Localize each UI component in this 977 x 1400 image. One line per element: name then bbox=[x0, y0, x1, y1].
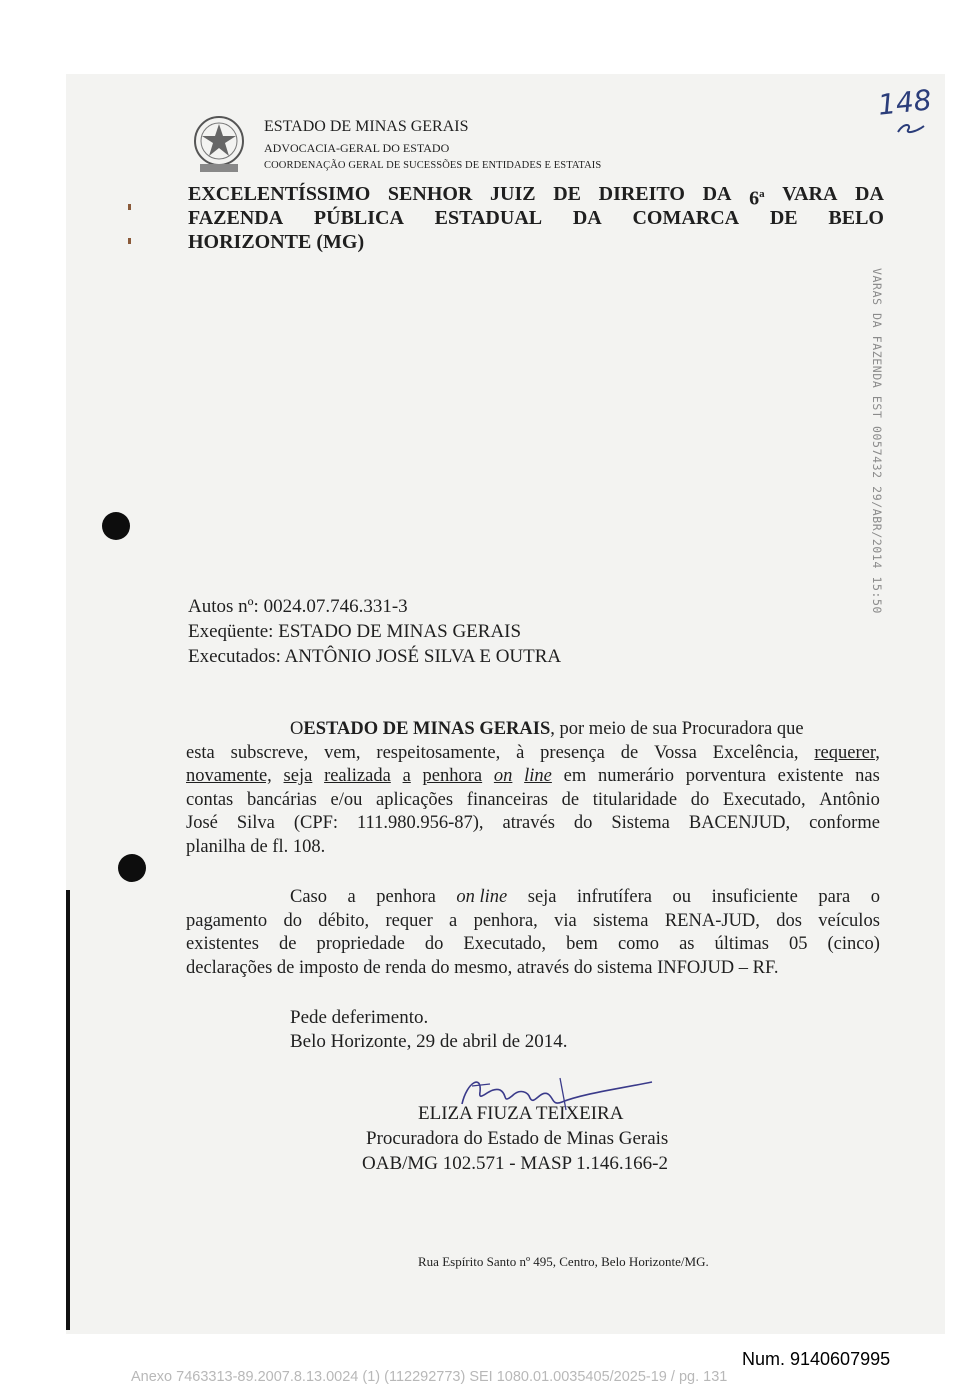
signatory-registration: OAB/MG 102.571 - MASP 1.146.166-2 bbox=[362, 1153, 668, 1174]
letterhead-state: ESTADO DE MINAS GERAIS bbox=[264, 118, 469, 135]
paragraph-alternative-request: Caso a penhora on line seja infrutífera ou insuficiente para o pagamento do débito, requer a penhora, via sistema RENA-JUD, dos veículos existentes de propriedade do Executado, bem como as últimas 05 (cinco) declarações de imposto de renda do mesmo, através do sistema INFOJUD – RF. bbox=[186, 887, 880, 978]
paragraph-request: O ESTADO DE MINAS GERAIS , por meio de sua Procuradora que esta subscreve, vem, respeitosamente, à presença de Vossa Excelência, requerer, novamente, seja realizada a penhora on line em numerário porventura existente nas contas bancárias e/ou aplicações financeiras de titularidade do Executado, Antônio José Silva (CPF: 111.980.956-87), através do Sistema BACENJUD, conforme planilha de fl. 108. bbox=[186, 719, 880, 857]
folio-initial-mark bbox=[894, 120, 928, 136]
signatory-name: ELIZA FIUZA TEIXEIRA bbox=[418, 1103, 624, 1124]
letterhead-department: COORDENAÇÃO GERAL DE SUCESSÕES DE ENTIDADES E ESTATAIS bbox=[264, 160, 602, 171]
case-plaintiff: Exeqüente: ESTADO DE MINAS GERAIS bbox=[188, 621, 522, 642]
case-defendants: Executados: ANTÔNIO JOSÉ SILVA E OUTRA bbox=[188, 646, 562, 667]
closing-request: Pede deferimento. bbox=[290, 1007, 429, 1028]
footer-address: Rua Espírito Santo nº 495, Centro, Belo Horizonte/MG. bbox=[418, 1254, 709, 1269]
annex-reference: Anexo 7463313-89.2007.8.13.0024 (1) (112292773) SEI 1080.01.0035405/2025-19 / pg. 131 bbox=[131, 1369, 728, 1385]
state-coat-of-arms bbox=[190, 114, 248, 176]
punch-hole-bottom bbox=[118, 854, 146, 882]
case-number: Autos nº: 0024.07.746.331-3 bbox=[188, 596, 408, 617]
signatory-role: Procuradora do Estado de Minas Gerais bbox=[366, 1128, 669, 1149]
scan-edge-shadow bbox=[66, 890, 70, 1330]
place-and-date: Belo Horizonte, 29 de abril de 2014. bbox=[290, 1031, 568, 1052]
letterhead-agency: ADVOCACIA-GERAL DO ESTADO bbox=[264, 141, 450, 155]
margin-mark bbox=[128, 238, 131, 244]
document-number: Num. 9140607995 bbox=[742, 1349, 891, 1369]
court-receipt-stamp: VARAS DA FAZENDA EST 0057432 29/ABR/2014 15:50 bbox=[870, 268, 884, 615]
punch-hole-top bbox=[102, 512, 130, 540]
folio-number: 148 bbox=[876, 83, 934, 122]
margin-mark bbox=[128, 204, 131, 210]
addressee-heading: EXCELENTÍSSIMO SENHOR JUIZ DE DIREITO DA 6$^a$ VARA DA FAZENDA PÚBLICA ESTADUAL DA COMARCA DE BELO HORIZONTE (MG) bbox=[188, 183, 884, 253]
